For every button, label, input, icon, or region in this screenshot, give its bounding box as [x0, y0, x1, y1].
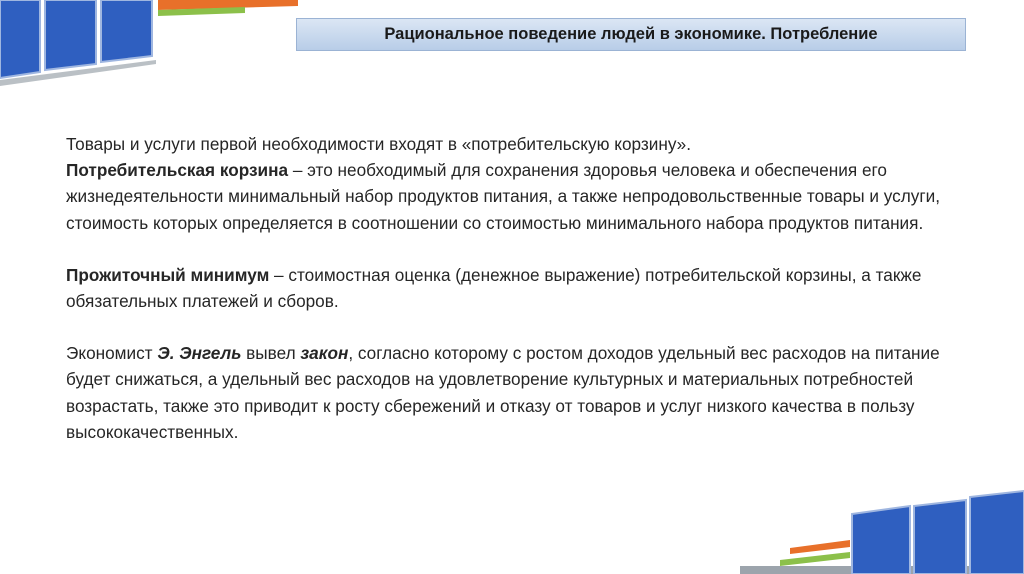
engel-middle: вывел	[241, 343, 301, 364]
paragraph-subsistence	[66, 262, 966, 314]
engel-prefix: Экономист	[66, 343, 158, 364]
engel-law-text: , согласно которому с ростом доходов удельный вес расходов на питание будет снижаться, а удельный вес расходов на удовлетворение культурных и материальных потребностей возрастать, также это приводит к росту сбережений и отказу от товаров и услуг низкого качества в пользу высококачественных.	[66, 343, 940, 442]
consumer-basket-definition: – это необходимый для сохранения здоровья человека и обеспечения его жизнедеятельности минимальный набор продуктов питания, а также непродовольственные товары и услуги, стоимость которых определяется в соотношении со стоимостью минимального набора продуктов питания.	[66, 160, 940, 233]
slide-body	[66, 131, 966, 445]
slide-title-text: Рациональное поведение людей в экономике. Потребление	[384, 25, 878, 43]
economist-name: Э. Энгель	[157, 343, 242, 364]
basket-intro: Товары и услуги первой необходимости входят в «потребительскую корзину».	[66, 134, 691, 154]
paragraph-engel	[66, 340, 966, 445]
term-subsistence-minimum: Прожиточный минимум	[66, 264, 270, 285]
top-left-decoration	[0, 0, 300, 90]
term-law: закон	[300, 343, 349, 364]
term-consumer-basket: Потребительская корзина	[66, 160, 289, 181]
paragraph-basket	[66, 131, 966, 236]
slide-title	[296, 18, 966, 51]
subsistence-definition: – стоимостная оценка (денежное выражение) потребительской корзины, а также обязательных платежей и сборов.	[66, 264, 922, 312]
